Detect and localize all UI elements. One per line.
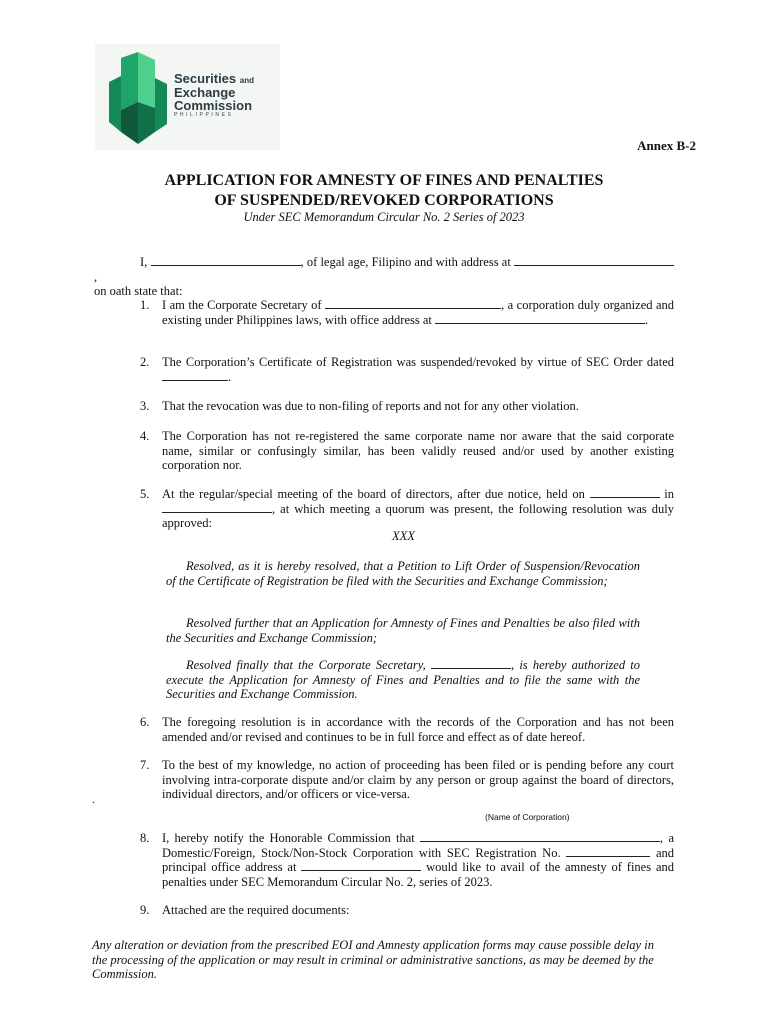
list-item: 5. At the regular/special meeting of the board of directors, after due notice, held on in , at which meeting a quorum was present, the following resolution was duly approved: bbox=[140, 487, 675, 531]
logo-line-securities: Securities and bbox=[174, 71, 255, 86]
list-item: 1. I am the Corporate Secretary of , a corporation duly organized and existing under Philippines laws, with office address at . bbox=[140, 298, 675, 327]
resolution-3: Resolved finally that the Corporate Secretary, , is hereby authorized to execute the Application for Amnesty of Fines and Penalties and to file the same with the Securities and Exchange Commission. bbox=[166, 658, 641, 702]
principal-office-address-blank[interactable] bbox=[301, 860, 421, 871]
corporate-secretary-blank[interactable] bbox=[431, 658, 511, 669]
list-item: 3. That the revocation was due to non-filing of reports and not for any other violation. bbox=[140, 399, 579, 413]
resolution-2: Resolved further that an Application for Amnesty of Fines and Penalties be also filed with the Securities and Exchange Commission; bbox=[166, 616, 640, 645]
meeting-date-blank[interactable] bbox=[590, 487, 660, 498]
annex-label: Annex B-2 bbox=[637, 138, 696, 153]
corporation-name-blank-2[interactable] bbox=[420, 831, 660, 842]
list-item: 9. Attached are the required documents: bbox=[140, 903, 350, 917]
address-blank[interactable] bbox=[514, 255, 674, 266]
list-item: 8. I, hereby notify the Honorable Commission that , a Domestic/Foreign, Stock/Non-Stock Corporation with SEC Registration No. and principal office address at would like to avail of the amnesty of fines and penalties under SEC Memorandum Circular No. 2, series of 2023. bbox=[140, 831, 675, 889]
logo-line-exchange: Exchange bbox=[174, 85, 236, 100]
corporation-name-blank[interactable] bbox=[325, 298, 501, 309]
name-blank[interactable] bbox=[151, 255, 301, 266]
resolution-1: Resolved, as it is hereby resolved, that a Petition to Lift Order of Suspension/Revocation of the Certificate of Registration be filed with the Securities and Exchange Commission; bbox=[166, 559, 640, 588]
sec-registration-no-blank[interactable] bbox=[566, 846, 650, 857]
logo-line-commission: Commission bbox=[174, 98, 253, 113]
meeting-place-blank[interactable] bbox=[162, 502, 272, 513]
list-item: 4. The Corporation has not re-registered the same corporate name nor aware that the said corporate name, similar or confusingly similar, has been validly reused and/or used by another existing corporation nor. bbox=[140, 429, 674, 473]
stray-mark: . bbox=[92, 792, 95, 806]
list-item: 7. To the best of my knowledge, no action of proceeding has been filed or is pending before any court involving intra-corporate dispute and/or claim by any person or group against the board of directors, individual directors, and/or officers or vice-versa. bbox=[140, 758, 674, 802]
office-address-blank[interactable] bbox=[435, 313, 645, 324]
logo-line-philippines: PHILIPPINES bbox=[174, 112, 234, 118]
footer-disclaimer: Any alteration or deviation from the prescribed EOI and Amnesty application forms may cause possible delay in the processing of the application or may result in criminal or administrative sanctions, as may be deemed by the Commission. bbox=[92, 938, 654, 982]
list-item: 2. The Corporation’s Certificate of Registration was suspended/revoked by virtue of SEC Order dated . bbox=[140, 355, 674, 384]
intro-paragraph: I, , of legal age, Filipino and with address at , on oath state that: bbox=[94, 255, 674, 299]
document-title-line1: APPLICATION FOR AMNESTY OF FINES AND PENALTIES bbox=[164, 172, 604, 189]
list-item: 6. The foregoing resolution is in accordance with the records of the Corporation and has not been amended and/or revised and continues to be in full force and effect as of date hereof. bbox=[140, 715, 674, 744]
sec-logo bbox=[95, 44, 280, 150]
sec-order-date-blank[interactable] bbox=[162, 370, 228, 381]
sec-logo-mark-icon bbox=[107, 52, 169, 144]
resolution-separator: XXX bbox=[392, 529, 415, 543]
document-subtitle: Under SEC Memorandum Circular No. 2 Series of 2023 bbox=[243, 210, 525, 224]
document-title-line2: OF SUSPENDED/REVOKED CORPORATIONS bbox=[214, 192, 554, 209]
name-of-corporation-caption: (Name of Corporation) bbox=[485, 812, 570, 822]
